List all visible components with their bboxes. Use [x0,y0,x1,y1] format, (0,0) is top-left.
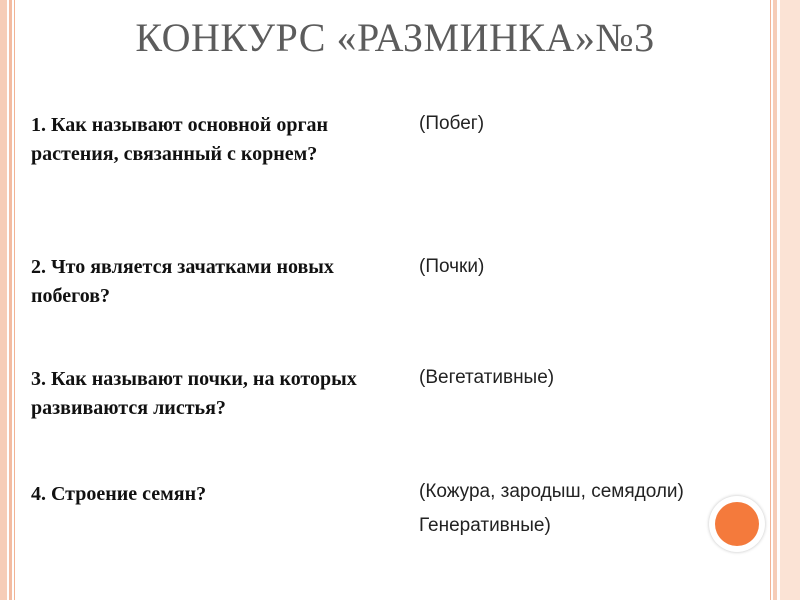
answer-4: (Кожура, зародыш, семядоли) [419,481,684,502]
question-4: 4. Строение семян? [31,483,207,505]
left-border-band [0,0,7,600]
decorative-circle-icon [715,502,759,546]
answer-1: (Побег) [419,113,485,134]
left-border-band [9,0,12,600]
answer-3: (Вегетативные) [419,367,555,388]
right-border-line [770,0,771,600]
slide-title: КОНКУРС «РАЗМИНКА»№3 [135,15,655,60]
question-2: 2. Что является зачатками новых побегов? [31,256,334,307]
right-border-band [780,0,800,600]
answer-2: (Почки) [419,256,485,277]
question-1: 1. Как называют основной орган растения, связанный с корнем? [31,114,329,165]
question-3: 3. Как называют почки, на которых развиваются листья? [31,368,357,419]
answer-4-extra: Генеративные) [419,515,551,536]
right-border-band [773,0,777,600]
left-border-line [14,0,15,600]
